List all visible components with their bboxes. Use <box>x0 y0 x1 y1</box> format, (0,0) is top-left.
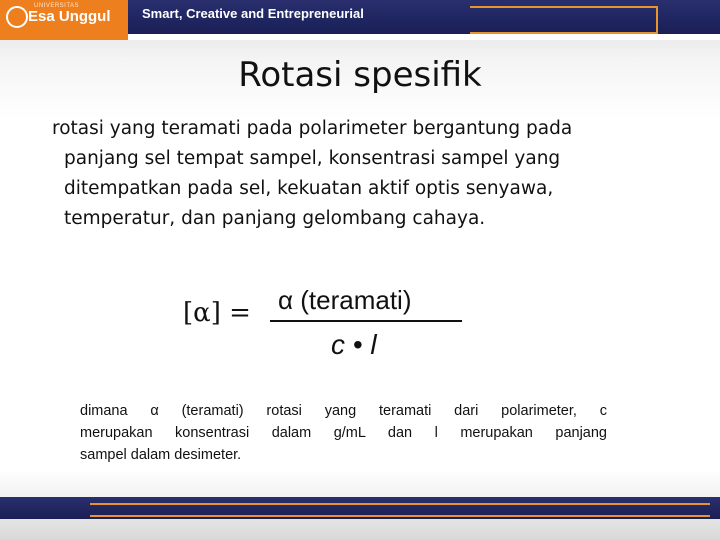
fraction-bar <box>270 320 462 322</box>
formula-left-side: [α] = <box>183 298 251 328</box>
formula-explanation <box>80 400 607 466</box>
footer-accent-outline <box>90 503 710 517</box>
paragraph-line: ditempatkan pada sel, kekuatan aktif optis senyawa, <box>64 178 554 199</box>
university-logo <box>0 0 128 40</box>
explanation-line: merupakan konsentrasi dalam g/mL dan l merupakan panjang <box>80 425 607 441</box>
logo-emblem-icon <box>6 6 28 28</box>
logo-subtext: UNIVERSITAS <box>34 3 80 9</box>
header-tagline: Smart, Creative and Entrepreneurial <box>142 6 364 21</box>
header-accent-outline <box>470 6 658 34</box>
explanation-line: dimana α (teramati) rotasi yang teramati dari polarimeter, c <box>80 403 607 419</box>
logo-name: Esa Unggul <box>28 8 111 25</box>
paragraph-line: temperatur, dan panjang gelombang cahaya. <box>64 208 486 229</box>
slide-title: Rotasi spesifik <box>238 55 482 95</box>
paragraph-line: panjang sel tempat sampel, konsentrasi sampel yang <box>64 148 561 169</box>
formula-numerator: α (teramati) <box>278 285 412 315</box>
definition-paragraph <box>52 114 632 234</box>
explanation-line: sampel dalam desimeter. <box>80 447 242 463</box>
paragraph-line: rotasi yang teramati pada polarimeter bergantung pada <box>52 118 573 139</box>
formula-denominator: c • l <box>331 329 377 360</box>
